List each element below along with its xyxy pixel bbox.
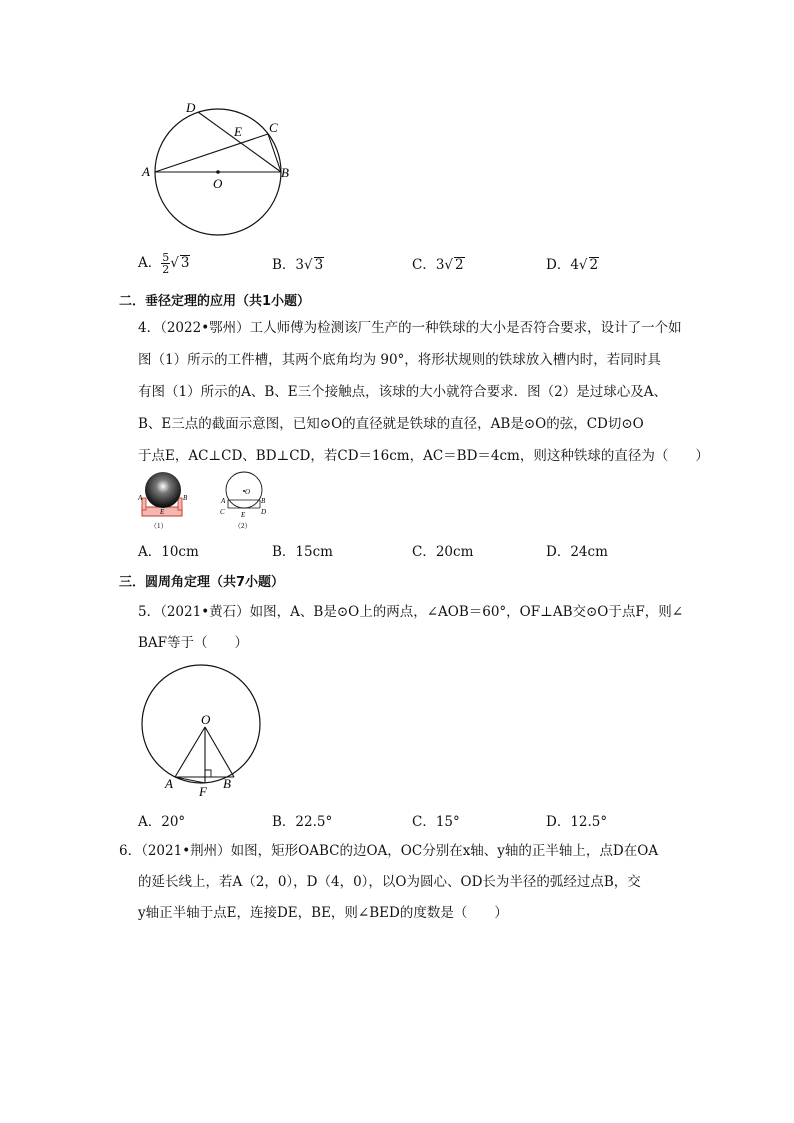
section-3-title: 三．圆周角定理（共7小题） (119, 575, 285, 590)
q3-label-d: D (186, 100, 196, 115)
q3-option-a-radicand: 3 (180, 255, 190, 271)
q3-figure (138, 98, 298, 248)
q3-option-c-radicand: 2 (455, 257, 464, 273)
q4-line-5: 于点E，AC⊥CD、BD⊥CD，若CD＝16cm，AC＝BD＝4cm，则这种铁球的直径为（ ） (138, 448, 709, 464)
q4-figure-1 (138, 468, 198, 532)
q3-option-c: C．3√ 2 (412, 257, 464, 273)
q3-option-d-radicand: 2 (589, 257, 599, 273)
q4-fig2-label-b: B (261, 497, 266, 505)
q4-trough-left (142, 498, 146, 510)
q4-option-a: A．10cm (138, 544, 199, 560)
q4-option-c: C．20cm (412, 544, 474, 560)
q4-fig2-label-a: A (221, 497, 226, 505)
q4-fig2-caption: （2） (234, 522, 252, 530)
q5-label-a: A (165, 776, 173, 791)
q3-label-c: C (269, 120, 278, 135)
q4-option-d: D．24cm (546, 544, 608, 560)
q4-fig1-label-a: A (138, 494, 143, 502)
q4-fig1-caption: （1） (150, 522, 168, 530)
q3-option-c-prefix: C．3 (412, 257, 445, 273)
q5-option-d: D．12.5° (546, 814, 608, 830)
q3-option-d: D．4√ 2 (546, 257, 599, 273)
q3-label-e: E (234, 124, 242, 139)
q3-option-a-fraction (161, 252, 170, 275)
q5-label-f: F (199, 784, 207, 799)
q3-option-b-radicand: 3 (314, 257, 324, 273)
q4-fig1-label-e: E (160, 508, 165, 516)
q6-line-1: 6．（2021•荆州）如图，矩形OABC的边OA，OC分别在x轴、y轴的正半轴上，点D在OA (119, 843, 659, 859)
q5-line-2: BAF等于（ ） (138, 635, 249, 651)
q3-option-a-prefix: A． (138, 255, 162, 271)
q4-fig2-label-d: D (261, 508, 267, 516)
q5-line-1: 5．（2021•黄石）如图，A、B是⊙O上的两点，∠AOB＝60°，OF⊥AB交⊙O于点F，则∠ (138, 604, 684, 620)
q3-label-o: O (213, 176, 223, 191)
q5-option-b: B．22.5° (272, 814, 333, 830)
q4-trough-right (178, 498, 182, 510)
q5-figure (138, 660, 268, 800)
q3-label-b: B (281, 165, 289, 180)
q3-fraction-denominator: 2 (162, 263, 170, 276)
q5-label-o: O (201, 712, 211, 727)
q3-option-b: B．3√ 3 (272, 257, 324, 273)
q3-fraction-numerator: 5 (162, 251, 170, 264)
q4-figure-2 (214, 468, 274, 532)
q5-option-a: A．20° (138, 814, 186, 830)
q3-option-d-prefix: D．4 (546, 257, 579, 273)
q3-center-dot (216, 170, 220, 174)
q5-option-c: C．15° (412, 814, 460, 830)
q5-label-b: B (223, 776, 231, 791)
section-2-title: 二．垂径定理的应用（共1小题） (119, 294, 311, 309)
q4-fig1-label-b: B (183, 494, 188, 502)
q4-line-3: 有图（1）所示的A、B、E三个接触点，该球的大小就符合要求．图（2）是过球心及A、 (138, 384, 667, 400)
q4-line-4: B、E三点的截面示意图，已知⊙O的直径就是铁球的直径，AB是⊙O的弦，CD切⊙O (138, 416, 644, 432)
q3-option-b-prefix: B．3 (272, 257, 305, 273)
q5-right-angle-mark (205, 770, 211, 777)
q4-line-2: 图（1）所示的工件槽，其两个底角均为 90°，将形状规则的铁球放入槽内时，若同时具 (138, 352, 661, 368)
q3-option-a: A． $\frac{5}{2}$ √ 3 (138, 251, 190, 276)
q3-label-a: A (142, 164, 150, 179)
q6-line-2: 的延长线上，若A（2，0），D（4，0），以O为圆心、OD长为半径的弧经过点B，交 (138, 874, 641, 890)
q6-line-3: y轴正半轴于点E，连接DE，BE，则∠BED的度数是（ ） (138, 905, 508, 921)
q3-chord-ac (155, 134, 268, 172)
q3-chord-cb (268, 134, 281, 172)
q4-fig2-label-c: C (220, 508, 225, 516)
q5-radius-oa (175, 727, 205, 777)
q4-iron-ball (145, 472, 181, 508)
q4-line-1: 4．（2022•鄂州）工人师傅为检测该厂生产的一种铁球的大小是否符合要求，设计了一个如 (138, 320, 682, 336)
q4-fig2-label-o: O (245, 488, 251, 496)
q4-fig2-label-e: E (241, 511, 246, 519)
q4-option-b: B．15cm (272, 544, 333, 560)
q5-radius-ob (205, 727, 234, 777)
